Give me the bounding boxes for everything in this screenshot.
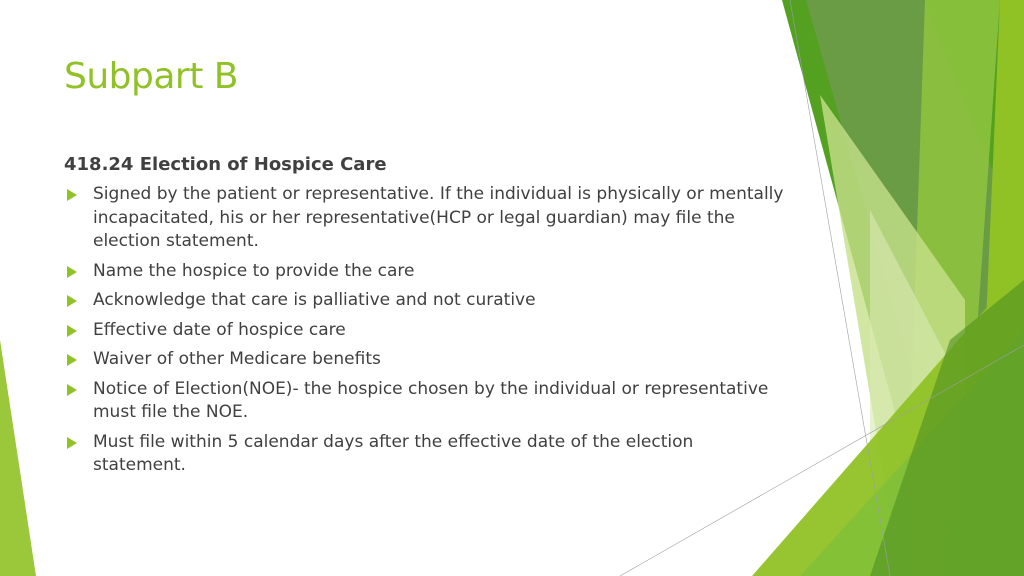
bullet-item (64, 348, 784, 372)
bullet-item (64, 289, 784, 313)
triangle-arrow-icon (67, 354, 77, 366)
triangle-arrow-icon (67, 295, 77, 307)
bullet-text: Name the hospice to provide the care (93, 260, 415, 281)
triangle-arrow-icon (67, 266, 77, 278)
bullet-text: Must file within 5 calendar days after the effective date of the election statement. (93, 431, 694, 475)
section-heading: 418.24 Election of Hospice Care (64, 154, 387, 175)
bullet-item (64, 378, 784, 425)
bullet-item (64, 319, 784, 343)
bullet-text: Notice of Election(NOE)- the hospice chosen by the individual or representative must file the NOE. (93, 378, 769, 422)
bullet-text: Effective date of hospice care (93, 319, 346, 340)
bullet-text: Signed by the patient or representative. If the individual is physically or mentally incapacitated, his or her representative(HCP or legal guardian) may file the election statement. (93, 184, 784, 251)
slide-title: Subpart B (64, 56, 238, 97)
triangle-arrow-icon (67, 325, 77, 337)
triangle-arrow-icon (67, 437, 77, 449)
triangle-arrow-icon (67, 384, 77, 396)
slide-content (64, 153, 784, 484)
bullet-text: Acknowledge that care is palliative and not curative (93, 290, 536, 310)
triangle-arrow-icon (67, 189, 77, 201)
bullet-item (64, 431, 784, 478)
bullet-item (64, 183, 784, 254)
bullet-item (64, 260, 784, 284)
bullet-list (64, 183, 784, 478)
bullet-text: Waiver of other Medicare benefits (93, 349, 381, 369)
